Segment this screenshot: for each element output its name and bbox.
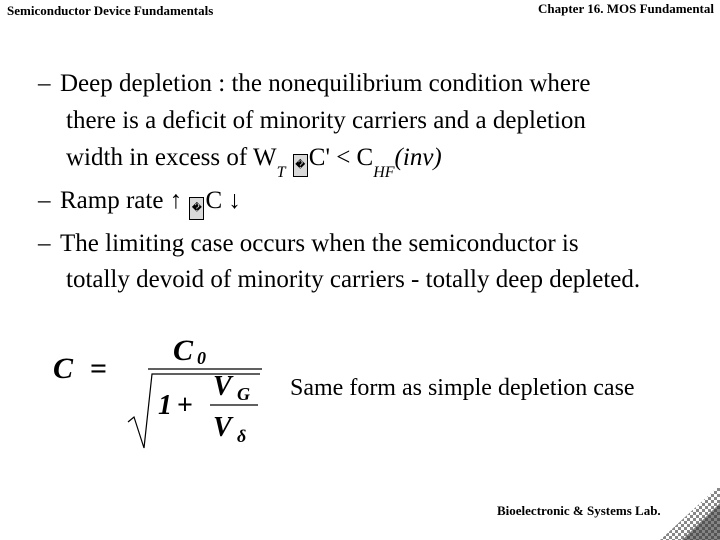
bullet-dash: – bbox=[38, 230, 51, 257]
bullet-dash: – bbox=[38, 187, 51, 214]
bullet-1-line-2: there is a deficit of minority carriers and a depletion bbox=[66, 107, 586, 134]
bullet-3-line-1 bbox=[38, 229, 579, 259]
bullet-dash: – bbox=[38, 70, 51, 97]
deep-depletion-equation bbox=[50, 330, 270, 455]
equation-equals: = bbox=[90, 352, 108, 385]
subscript-t: T bbox=[276, 164, 286, 181]
ramp-rate-text: Ramp rate bbox=[60, 187, 164, 214]
bullet-1-text-1: Deep depletion : the nonequilibrium condition where bbox=[60, 70, 591, 97]
equation-one: 1 bbox=[158, 390, 172, 421]
missing-glyph-icon: � bbox=[189, 197, 204, 220]
up-arrow-icon: ↑ bbox=[169, 187, 183, 214]
header-right-title: Chapter 16. MOS Fundamental bbox=[538, 1, 714, 16]
inv-text: (inv) bbox=[394, 144, 442, 171]
bullet-1-line-1 bbox=[38, 69, 590, 99]
equation-numerator-sub: 0 bbox=[197, 348, 206, 368]
bullet-1-text-3: width in excess of W bbox=[66, 144, 277, 171]
inequality-text: C' < C bbox=[308, 144, 374, 171]
equation-lhs: C bbox=[53, 352, 74, 385]
bullet-3-line-2: totally devoid of minority carriers - totally deep depleted. bbox=[66, 266, 641, 293]
subscript-hf: HF bbox=[373, 164, 395, 181]
bullet-2-line bbox=[38, 186, 241, 220]
equation-vg-sub: G bbox=[237, 384, 250, 404]
c-text: C bbox=[205, 187, 223, 214]
down-arrow-icon: ↓ bbox=[228, 187, 241, 214]
footer-lab-name: Bioelectronic & Systems Lab. bbox=[497, 503, 661, 518]
header-left-title: Semiconductor Device Fundamentals bbox=[7, 3, 214, 18]
equation-plus: + bbox=[177, 390, 193, 421]
equation-vd-sub: δ bbox=[237, 426, 247, 446]
equation-vg: V bbox=[213, 371, 232, 402]
bullet-3-text-1: The limiting case occurs when the semiconductor is bbox=[60, 230, 579, 257]
missing-glyph-icon: � bbox=[293, 154, 308, 177]
equation-vd: V bbox=[213, 412, 232, 443]
equation-numerator: C bbox=[173, 334, 194, 367]
note-text: Same form as simple depletion case bbox=[290, 375, 635, 401]
corner-pattern-icon bbox=[660, 485, 720, 540]
bullet-1-line-3 bbox=[66, 143, 442, 181]
